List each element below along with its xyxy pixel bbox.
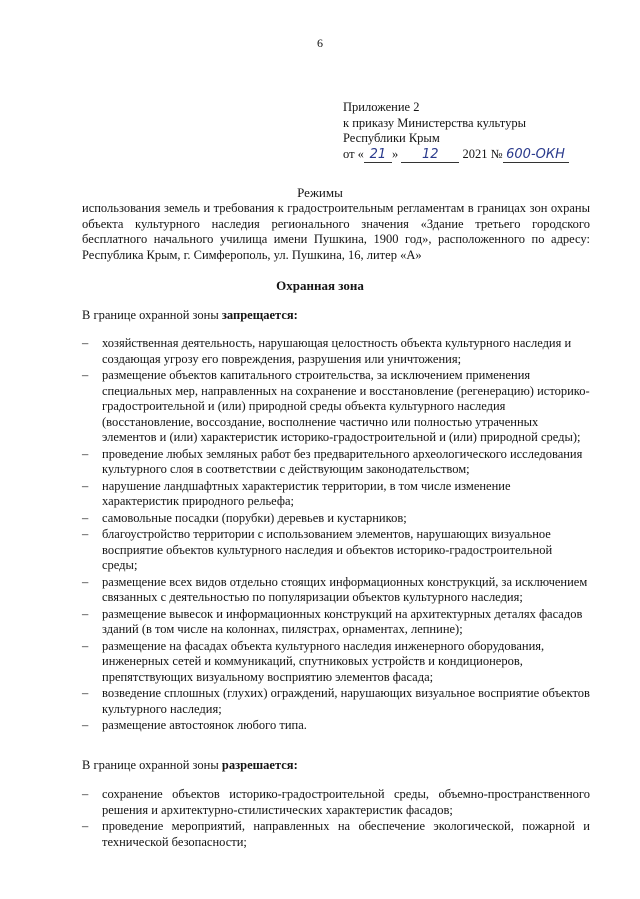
list-item [82, 511, 590, 527]
date-day: 21 [364, 147, 392, 164]
list-item-text: размещение всех видов отдельно стоящих информационных конструкций, за исключением связанных с деятельностью по популяризации объектов культурного наследия; [102, 574, 588, 604]
forbidden-keyword: запрещается: [221, 308, 298, 322]
appendix-line-3: Республики Крым [343, 131, 440, 145]
list-dash: – [82, 574, 89, 589]
list-dash: – [82, 686, 89, 700]
appendix-block [343, 100, 623, 163]
forbidden-prefix: В границе охранной зоны [82, 308, 222, 322]
list-item-text: возведение сплошных (глухих) ограждений, нарушающих визуальное восприятие объектов культурного наследия; [102, 686, 590, 716]
list-item-text: размещение объектов капитального строительства, за исключением применения специальных мер, направленных на сохранение и восстановление (регенерацию) историко-градостроительной и (или) природной среды объекта культурного наследия (восстановление, воссоздание, восполнение частично или полностью утраченных элементов и (или) характеристик историко-градостроительной и (или) природной среды); [102, 368, 590, 444]
list-dash: – [82, 368, 89, 382]
forbidden-heading [82, 308, 298, 323]
list-item-text: размещение на фасадах объекта культурного наследия инженерного оборудования, инженерных сетей и коммуникаций, спутниковых устройств и кондиционеров, препятствующих визуальному восприятию элементов фасада; [102, 638, 545, 684]
list-dash: – [82, 446, 89, 461]
list-item [82, 787, 590, 818]
forbidden-list [82, 336, 590, 735]
list-item [82, 718, 590, 734]
list-item [82, 527, 590, 574]
list-item [82, 479, 590, 510]
date-year: 2021 № [462, 146, 503, 161]
list-item [82, 368, 590, 446]
list-item [82, 607, 590, 638]
list-item-text: сохранение объектов историко-градостроительной среды, объемно-пространственного решения и архитектурно-стилистических характеристик фасадов; [102, 787, 590, 817]
allowed-list [82, 787, 590, 851]
list-dash: – [82, 510, 89, 525]
document-title: Режимы [297, 185, 343, 200]
list-item-text: нарушение ландшафтных характеристик территории, в том числе изменение характеристик природного рельефа; [102, 478, 511, 508]
order-number: 600-ОКН [503, 147, 569, 164]
list-dash: – [82, 718, 89, 732]
list-dash: – [82, 336, 89, 350]
list-dash: – [82, 638, 89, 653]
appendix-date-line [343, 147, 623, 164]
date-month: 12 [401, 147, 459, 164]
list-item-text: проведение мероприятий, направленных на обеспечение экологической, пожарной и технической безопасности; [102, 819, 590, 849]
appendix-line-2: к приказу Министерства культуры [343, 115, 526, 130]
allowed-prefix: В границе охранной зоны [82, 758, 222, 772]
list-dash: – [82, 478, 89, 493]
allowed-heading [82, 758, 298, 773]
section-heading: Охранная зона [276, 278, 364, 293]
list-item-text: размещение автостоянок любого типа. [102, 718, 307, 732]
list-item-text: благоустройство территории с использованием элементов, нарушающих визуальное восприятие объектов культурного наследия и объектов историко-градостроительной среды; [102, 527, 553, 572]
list-item [82, 639, 590, 686]
date-prefix: от « [343, 146, 364, 161]
list-item [82, 575, 590, 606]
list-item [82, 819, 590, 850]
list-item-text: самовольные посадки (порубки) деревьев и кустарников; [102, 510, 407, 525]
list-item [82, 447, 590, 478]
list-dash: – [82, 787, 89, 801]
list-item-text: хозяйственная деятельность, нарушающая целостность объекта культурного наследия и создающая угрозу его повреждения, разрушения или уничтожения; [102, 336, 572, 366]
allowed-keyword: разрешается: [221, 758, 298, 772]
list-dash: – [82, 606, 89, 621]
appendix-line-1: Приложение 2 [343, 100, 420, 114]
list-item [82, 336, 590, 367]
list-item [82, 686, 590, 717]
list-dash: – [82, 527, 89, 541]
intro-paragraph: использования земель и требования к градостроительным регламентам в границах зон охраны объекта культурного наследия регионального значения «Здание третьего городского бесплатного начального училища имени Пушкина, 1900 год», расположенного по адресу: Республика Крым, г. Симферополь, ул. Пушкина, 16, литер «А» [82, 201, 590, 262]
list-dash: – [82, 819, 89, 833]
list-item-text: проведение любых земляных работ без предварительного археологического исследования культурного слоя в соответствии с действующим законодательством; [102, 446, 583, 476]
date-mid: » [391, 146, 399, 161]
list-item-text: размещение вывесок и информационных конструкций на архитектурных деталях фасадов зданий (в том числе на колоннах, пилястрах, орнаментах, лепнине); [102, 606, 583, 636]
page-number: 6 [317, 36, 323, 50]
